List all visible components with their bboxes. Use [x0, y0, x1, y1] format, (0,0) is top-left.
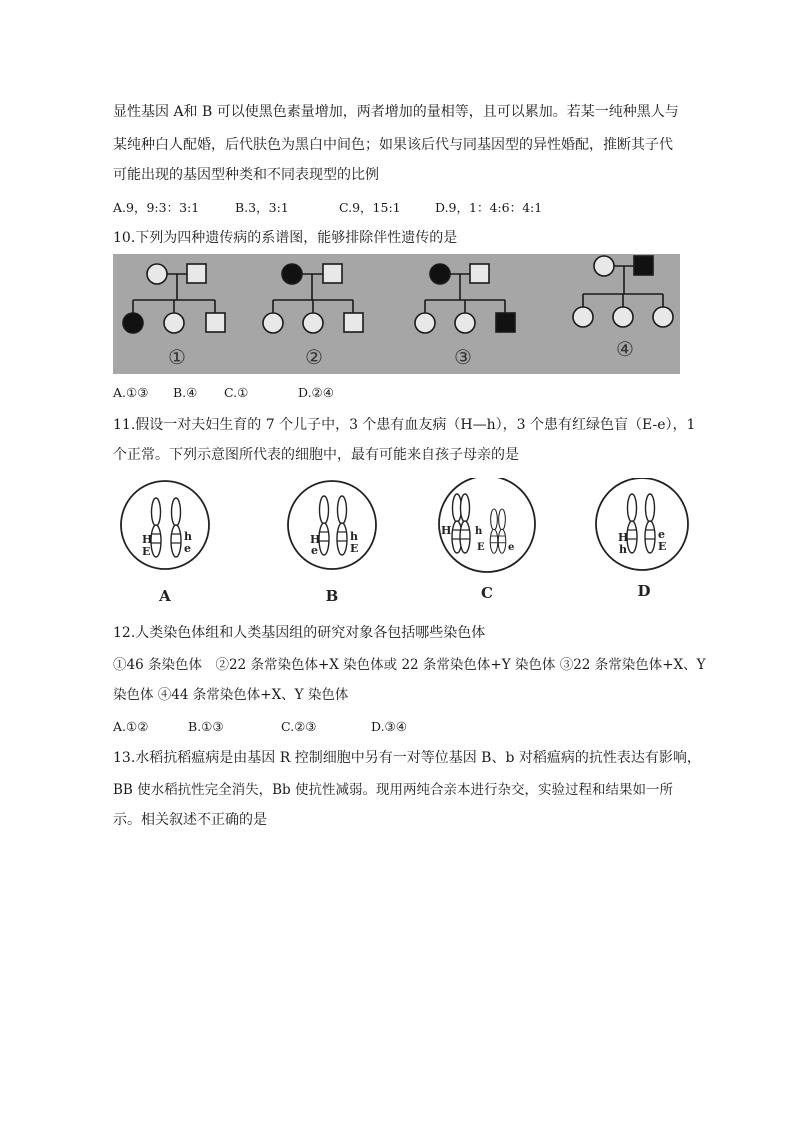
cell-diagrams — [113, 478, 693, 603]
q9-option-a: A.9，9:3：3:1 — [113, 200, 200, 215]
cell-c — [439, 478, 535, 602]
cell-c-label: C — [481, 584, 493, 602]
q12-options — [113, 718, 407, 736]
q9-option-c: C.9，15:1 — [339, 200, 401, 215]
cell-d-gene-e: E — [658, 540, 667, 553]
cell-d-gene-h-lower: h — [619, 543, 627, 556]
q10-option-a: A.①③ — [113, 385, 149, 400]
pedigree-4 — [573, 256, 673, 327]
q9-text-line1: 显性基因 A和 B 可以使黑色素量增加，两者增加的量相等，且可以累加。若某一纯种黑人与 — [113, 104, 679, 120]
q13-text-line1: 13.水稻抗稻瘟病是由基因 R 控制细胞中另有一对等位基因 B、b 对稻瘟病的抗性表达有影响， — [113, 750, 701, 766]
pedigree-figure — [113, 254, 680, 374]
q12-option-d: D.③④ — [371, 719, 407, 734]
pedigree-label-2: ② — [305, 345, 323, 369]
q10-option-c: C.① — [224, 385, 249, 400]
q9-text-line3: 可能出现的基因型种类和不同表现型的比例 — [113, 167, 379, 183]
cell-c-gene-e: E — [477, 542, 485, 553]
pedigree-3 — [415, 264, 515, 333]
q10-option-b: B.④ — [173, 385, 198, 400]
q12-stem: 12.人类染色体组和人类基因组的研究对象各包括哪些染色体 — [113, 625, 486, 641]
q11-text-line2: 个正常。下列示意图所代表的细胞中，最有可能来自孩子母亲的是 — [113, 447, 519, 463]
q10-option-d: D.②④ — [298, 385, 334, 400]
cell-b-gene-e: E — [350, 542, 359, 555]
q10-stem: 10.下列为四种遗传病的系谱图，能够排除伴性遗传的是 — [113, 230, 458, 246]
q12-option-a: A.①② — [113, 719, 149, 734]
cell-c-gene-e-lower: e — [508, 542, 515, 553]
cell-d-label: D — [637, 582, 651, 600]
q13-text-line3: 示。相关叙述不正确的是 — [113, 812, 267, 828]
pedigree-label-3: ③ — [454, 345, 472, 369]
q9-options — [113, 199, 542, 217]
pedigree-2 — [263, 264, 363, 333]
cell-b — [288, 481, 376, 603]
q10-options — [113, 384, 334, 402]
cell-b-label: B — [325, 587, 339, 603]
cell-a — [121, 481, 209, 603]
q12-text-line1: ①46 条染色体 ②22 条常染色体+X 染色体或 22 条常染色体+Y 染色体 ③22 条常染色体+X、Y — [113, 657, 706, 673]
cell-a-gene-h: H — [142, 533, 153, 546]
cell-c-gene-h-lower: h — [475, 526, 483, 537]
pedigree-1 — [123, 264, 225, 333]
q12-option-b: B.①③ — [188, 719, 224, 734]
q9-option-d: D.9，1：4:6：4:1 — [435, 200, 543, 215]
pedigree-label-4: ④ — [616, 337, 634, 361]
q9-text-line2: 某纯种白人配婚，后代肤色为黑白中间色；如果该后代与同基因型的异性婚配，推断其子代 — [113, 137, 673, 153]
pedigree-label-1: ① — [168, 345, 186, 369]
cell-a-gene-h-lower: h — [184, 530, 192, 543]
q9-option-b: B.3，3:1 — [235, 200, 289, 215]
q13-text-line2: BB 使水稻抗性完全消失，Bb 使抗性减弱。现用两纯合亲本进行杂交，实验过程和结果如一所 — [113, 782, 673, 798]
cell-c-gene-h: H — [441, 524, 452, 537]
q12-option-c: C.②③ — [281, 719, 317, 734]
cell-a-gene-e: E — [142, 545, 151, 558]
cell-d — [596, 478, 688, 600]
cell-d-gene-h: H — [618, 531, 629, 544]
q11-text-line1: 11.假设一对夫妇生育的 7 个儿子中，3 个患有血友病（H—h），3 个患有红绿色盲（E-e），1 — [113, 417, 696, 433]
cell-b-gene-e-lower: e — [311, 544, 318, 557]
cell-a-gene-e-lower: e — [184, 542, 191, 555]
cell-d-gene-e-lower: e — [658, 528, 665, 541]
q12-text-line2: 染色体 ④44 条常染色体+X、Y 染色体 — [113, 687, 349, 703]
cell-b-gene-h-lower: h — [350, 530, 358, 543]
cell-a-label: A — [159, 587, 171, 603]
cell-b-gene-h: H — [310, 533, 321, 546]
